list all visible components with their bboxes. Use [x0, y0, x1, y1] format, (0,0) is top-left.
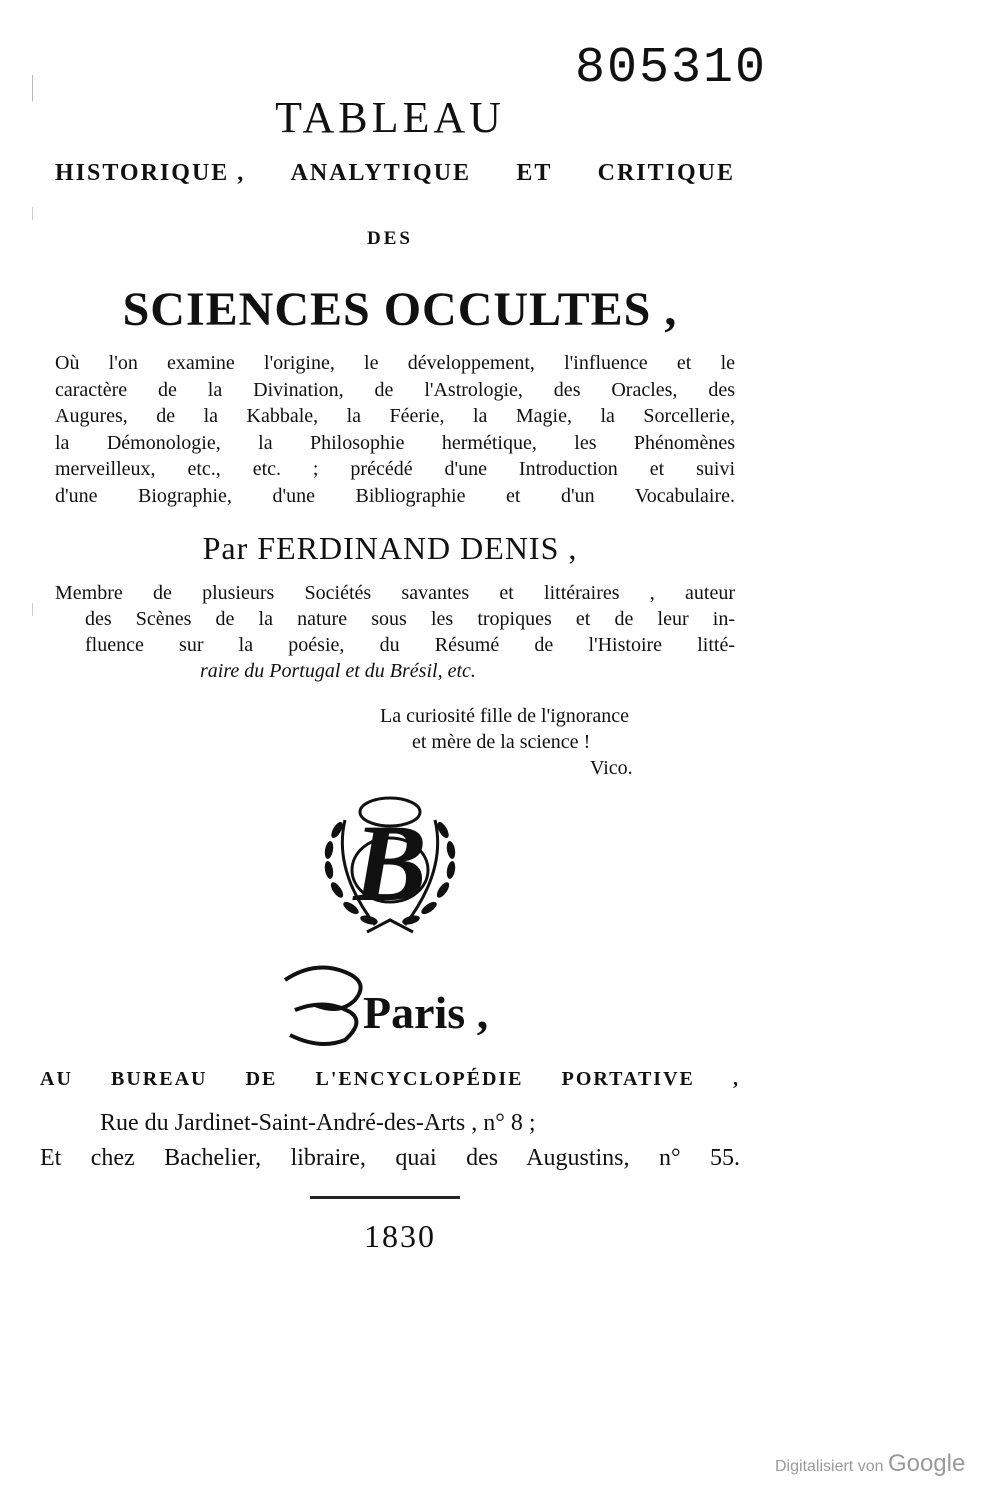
city-text: Paris ,: [363, 987, 489, 1038]
author-line: Par FERDINAND DENIS ,: [202, 530, 578, 566]
subtitle-word: CRITIQUE: [597, 160, 735, 186]
imprint-address: Rue du Jardinet-Saint-André-des-Arts , n° 8 ;: [100, 1110, 536, 1136]
credentials-line: des Scènes de la nature sous les tropiques et de leur in-: [85, 608, 735, 630]
title-subtitle: [55, 160, 735, 187]
credentials-line: raire du Portugal et du Brésil, etc.: [200, 660, 476, 682]
description-block: [55, 350, 735, 509]
description-line: merveilleux, etc., etc. ; précédé d'une Introduction et suivi: [55, 458, 735, 480]
subtitle-word: ET: [516, 160, 553, 186]
description-line: d'une Biographie, d'une Bibliographie et d'un Vocabulaire.: [55, 484, 735, 507]
description-line: Augures, de la Kabbale, la Féerie, la Magie, la Sorcellerie,: [55, 405, 735, 427]
divider-rule: [310, 1196, 460, 1199]
imprint-publisher: AU BUREAU DE L'ENCYCLOPÉDIE PORTATIVE ,: [40, 1068, 740, 1090]
description-line: la Démonologie, la Philosophie hermétique, les Phénomènes: [55, 431, 735, 454]
city-paris-calligraphy: [275, 960, 505, 1050]
library-shelfmark-stamp: 805310: [575, 40, 768, 97]
publication-year: 1830: [364, 1218, 436, 1254]
google-logo: Google: [887, 1450, 966, 1477]
epigraph-line: La curiosité fille de l'ignorance: [380, 705, 630, 727]
author-credentials: [55, 580, 735, 684]
emblem-monogram-letter: B: [353, 802, 427, 924]
subtitle-word: HISTORIQUE ,: [55, 160, 246, 186]
laurel-monogram-emblem: [305, 770, 475, 940]
digitization-credit: [775, 1450, 965, 1478]
credentials-line: fluence sur la poésie, du Résumé de l'Histoire litté-: [85, 634, 735, 656]
subtitle-word: ANALYTIQUE: [290, 160, 472, 186]
description-line: Où l'on examine l'origine, le développement, l'influence et le: [55, 352, 735, 374]
scan-margin-edge: [32, 75, 33, 1395]
title-sciences-occultes: SCIENCES OCCULTES ,: [122, 283, 678, 336]
title-des: DES: [367, 228, 413, 249]
credit-prefix: Digitalisiert von: [775, 1458, 884, 1475]
credentials-line: Membre de plusieurs Sociétés savantes et littéraires , auteur: [55, 582, 735, 604]
description-line: caractère de la Divination, de l'Astrologie, des Oracles, des: [55, 378, 735, 401]
epigraph-attribution: Vico.: [590, 757, 633, 779]
epigraph-line: et mère de la science !: [412, 731, 591, 753]
imprint-bookseller: Et chez Bachelier, libraire, quai des Augustins, n° 55.: [40, 1145, 740, 1171]
title-main: TABLEAU: [275, 93, 505, 142]
